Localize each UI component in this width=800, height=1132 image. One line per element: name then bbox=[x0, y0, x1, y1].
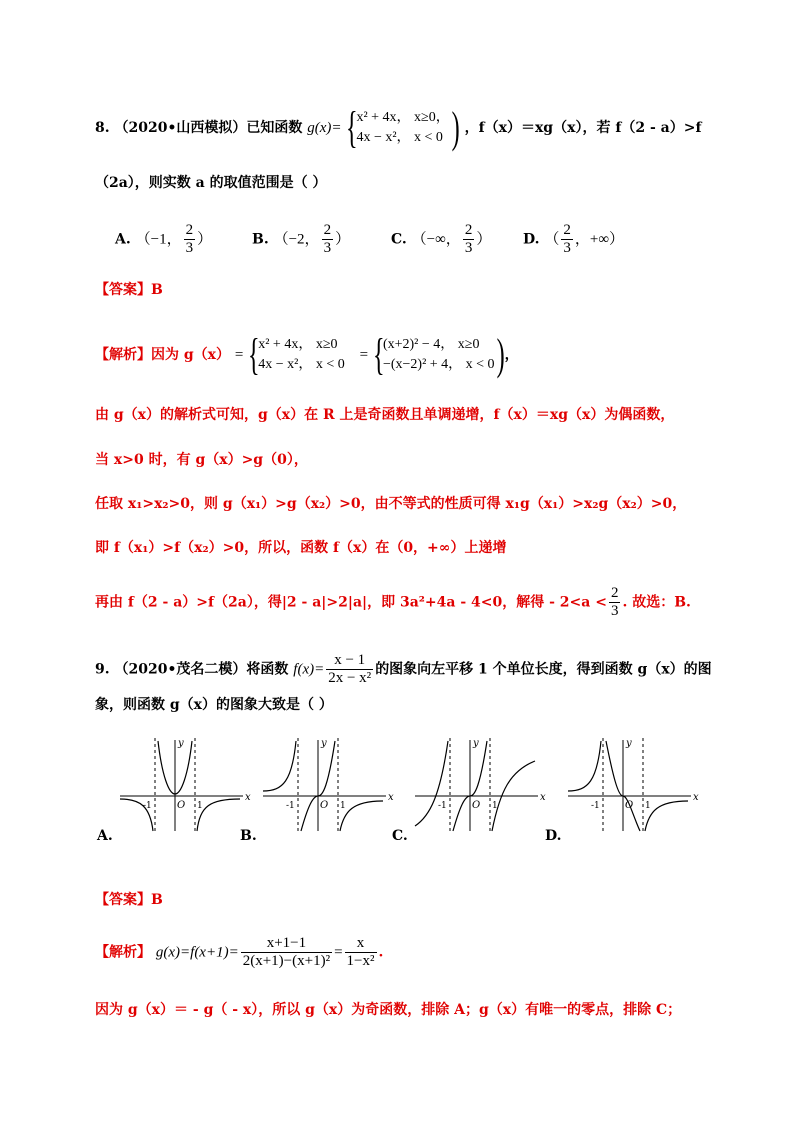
q9-answer: 【答案】B bbox=[95, 892, 163, 908]
svg-text:x: x bbox=[540, 792, 546, 803]
svg-text:x: x bbox=[693, 792, 699, 803]
q8-piece2: 4x − x²， x < 0 bbox=[356, 130, 443, 145]
q8-red-line-1: 由 g（x）的解析式可知，g（x）在 R 上是奇函数且单调递增，f（x）＝xg（x）为偶函数， bbox=[95, 407, 675, 423]
q8-red-line-5: 再由 f（2 - a）>f（2a），得|2 - a|>2|a|，即 3a²+4a - 4<0，解得 - 2<a < $\frac{2}{3}$ . 故选：B. bbox=[95, 585, 691, 619]
q9-stem-line2: 象，则函数 g（x）的图象大致是（ ） bbox=[95, 697, 333, 713]
q8-gx: g(x)= bbox=[307, 120, 342, 136]
q8-option-d[interactable]: D. （ $\frac{2}{3}$ ，+∞） bbox=[523, 222, 625, 256]
q8-analysis-piece1: { x² + 4x， x≥0 4x − x²， x < 0 bbox=[248, 330, 345, 379]
graph-b[interactable] bbox=[258, 736, 398, 836]
q8-answer: 【答案】B bbox=[95, 282, 163, 298]
q8-red-line-4: 即 f（x₁）>f（x₂）>0，所以，函数 f（x）在（0，+∞）上递增 bbox=[95, 540, 507, 556]
axis-y-label: y bbox=[178, 738, 184, 749]
graph-a[interactable] bbox=[115, 736, 255, 836]
q9-fx: f(x)= bbox=[293, 661, 325, 678]
svg-text:y: y bbox=[473, 738, 479, 749]
q8-analysis-piece2: { (x+2)² − 4， x≥0 −(x−2)² + 4， x < 0 ) bbox=[372, 330, 505, 379]
svg-text:y: y bbox=[321, 738, 327, 749]
q8-option-b[interactable]: B. （−2， $\frac{2}{3}$ ） bbox=[252, 222, 351, 256]
graph-d-label: D. bbox=[545, 828, 562, 844]
axis-x-label: x bbox=[245, 792, 251, 803]
svg-text:-1: -1 bbox=[143, 801, 152, 811]
q8-prefix: 8. （2020•山西模拟）已知函数 bbox=[95, 120, 303, 136]
svg-text:1: 1 bbox=[197, 801, 203, 811]
svg-text:O: O bbox=[177, 800, 186, 811]
q8-analysis-label: 【解析】因为 g（x） bbox=[95, 347, 231, 363]
q9-suffix: 的图象向左平移 1 个单位长度，得到函数 g（x）的图 bbox=[375, 661, 712, 678]
svg-text:1: 1 bbox=[492, 801, 498, 811]
q8-stem-line2: （2a），则实数 a 的取值范围是（ ） bbox=[95, 175, 327, 191]
svg-text:y: y bbox=[626, 738, 632, 749]
graph-c[interactable] bbox=[410, 736, 550, 836]
graph-a-label: A. bbox=[97, 828, 113, 844]
q8-stem-line1 bbox=[95, 103, 702, 152]
svg-text:1: 1 bbox=[645, 801, 651, 811]
graph-c-label: C. bbox=[392, 828, 408, 844]
q9-red-line: 因为 g（x）＝ - g（ - x），所以 g（x）为奇函数，排除 A；g（x）有唯一的零点，排除 C； bbox=[95, 1002, 682, 1018]
q8-red-line-3: 任取 x₁>x₂>0，则 g（x₁）>g（x₂）>0，由不等式的性质可得 x₁g（x₁）>x₂g（x₂）>0， bbox=[95, 496, 687, 512]
svg-text:x: x bbox=[388, 792, 394, 803]
svg-text:-1: -1 bbox=[286, 801, 295, 811]
svg-text:-1: -1 bbox=[591, 801, 600, 811]
q9-stem-line1: 9. （2020•茂名二模）将函数 f(x)= $\frac{x - 1}{\text{2x − x²}}$ 的图象向左平移 1 个单位长度，得到函数 g（x）的图 bbox=[95, 652, 712, 686]
svg-text:O: O bbox=[472, 800, 481, 811]
svg-text:1: 1 bbox=[340, 801, 346, 811]
q8-red-line-2: 当 x>0 时，有 g（x）>g（0）， bbox=[95, 452, 308, 468]
q8-option-c[interactable]: C. （−∞， $\frac{2}{3}$ ） bbox=[391, 222, 492, 256]
q9-analysis-line: 【解析】 g(x)=f(x+1)= $\frac{x+1-1}{\text{2(x+1)−(x+1)²}}$ = $\frac{x}{\text{1−x²}}$ . bbox=[95, 935, 384, 969]
q8-option-a[interactable]: A. （−1， $\frac{2}{3}$ ） bbox=[115, 222, 213, 256]
q8-analysis-line1: 【解析】因为 g（x） = { x² + 4x， x≥0 4x − x²， x < 0 = { (x+2)² − 4， x≥0 −(x−2)² + 4， x < 0 ) ， bbox=[95, 330, 519, 379]
svg-text:O: O bbox=[625, 800, 634, 811]
q8-piece1: x² + 4x， x≥0， bbox=[356, 110, 450, 125]
graph-d[interactable] bbox=[563, 736, 703, 836]
q9-analysis-label: 【解析】 bbox=[95, 944, 151, 961]
q8-suffix: ，f（x）＝xg（x），若 f（2 - a）>f bbox=[464, 120, 702, 136]
q9-prefix: 9. （2020•茂名二模）将函数 bbox=[95, 661, 289, 678]
q8-piecewise: { x² + 4x， x≥0， 4x − x²， x < 0 ) bbox=[346, 103, 460, 152]
svg-text:-1: -1 bbox=[438, 801, 447, 811]
graph-b-label: B. bbox=[240, 828, 257, 844]
svg-text:O: O bbox=[320, 800, 329, 811]
